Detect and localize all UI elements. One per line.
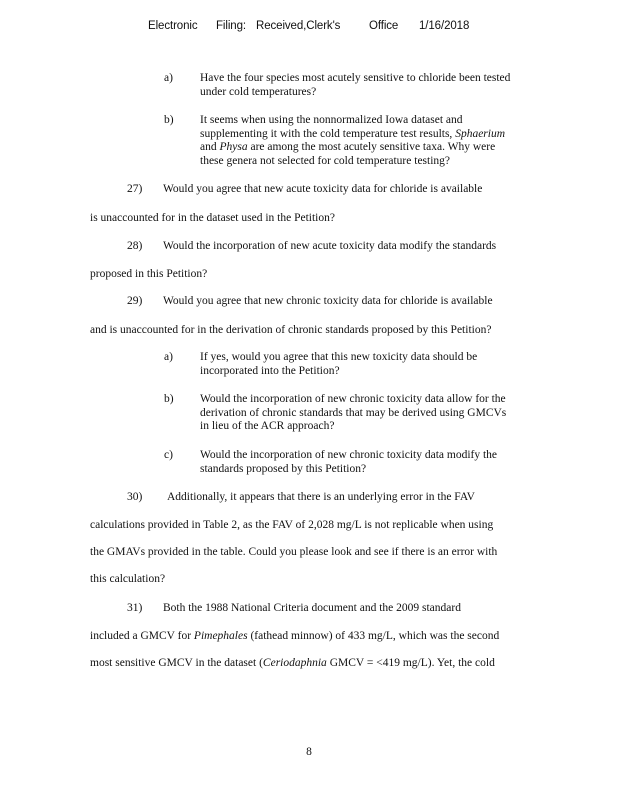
text-line xyxy=(200,128,580,142)
item-label: b) xyxy=(164,393,174,405)
item-label: b) xyxy=(164,114,174,126)
filing-header xyxy=(148,20,469,32)
text-line: Would you agree that new chronic toxicity data for chloride is available xyxy=(163,295,493,307)
text-line: If yes, would you agree that this new toxicity data should be xyxy=(200,351,478,363)
text-line: Both the 1988 National Criteria document and the 2009 standard xyxy=(163,602,461,614)
question-number: 27) xyxy=(127,183,143,195)
text-line xyxy=(200,141,580,155)
text-line: Have the four species most acutely sensitive to chloride been tested xyxy=(200,72,511,84)
text-line xyxy=(90,630,499,644)
text-line: calculations provided in Table 2, as the FAV of 2,028 mg/L is not replicable when using xyxy=(90,519,494,531)
text-line: under cold temperatures? xyxy=(200,85,317,98)
item-label: a) xyxy=(164,72,173,84)
header-received: Received,Clerk's xyxy=(256,20,341,32)
question-number: 28) xyxy=(127,240,143,252)
header-date: 1/16/2018 xyxy=(419,20,470,32)
genus-name: Physa xyxy=(219,141,248,153)
page-number: 8 xyxy=(306,746,312,758)
text-line: Would the incorporation of new acute toxicity data modify the standards xyxy=(163,240,497,252)
item-text xyxy=(200,351,580,378)
text-line: standards proposed by this Petition? xyxy=(200,462,367,475)
text-run: and xyxy=(200,141,220,153)
header-office: Office xyxy=(369,20,399,32)
header-filing: Filing: xyxy=(216,20,246,32)
genus-name: Pimephales xyxy=(193,630,248,642)
text-line: Would you agree that new acute toxicity data for chloride is available xyxy=(163,183,483,195)
text-line: in lieu of the ACR approach? xyxy=(200,420,335,432)
text-line: Additionally, it appears that there is an underlying error in the FAV xyxy=(167,491,475,503)
item-text xyxy=(200,114,580,168)
text-run: GMCV = <419 mg/L). Yet, the cold xyxy=(326,657,495,669)
text-line: It seems when using the nonnormalized Iowa dataset and xyxy=(200,114,463,126)
text-line: derivation of chronic standards that may be derived using GMCVs xyxy=(200,406,507,419)
text-line: the GMAVs provided in the table. Could you please look and see if there is an error with xyxy=(90,546,498,558)
item-text xyxy=(200,393,580,434)
text-line xyxy=(90,657,495,671)
genus-name: Sphaerium xyxy=(455,127,506,140)
question-number: 31) xyxy=(127,602,143,614)
text-line: Would the incorporation of new chronic toxicity data allow for the xyxy=(200,393,506,405)
text-line: this calculation? xyxy=(90,573,166,585)
item-text xyxy=(200,72,580,99)
text-line: is unaccounted for in the dataset used in the Petition? xyxy=(90,212,335,224)
text-run: most sensitive GMCV in the dataset ( xyxy=(90,657,263,669)
text-line: Would the incorporation of new chronic toxicity data modify the xyxy=(200,449,498,461)
text-line: incorporated into the Petition? xyxy=(200,364,340,377)
header-electronic: Electronic xyxy=(148,20,198,32)
question-number: 30) xyxy=(127,491,143,503)
genus-name: Ceriodaphnia xyxy=(262,657,327,669)
text-run: are among the most acutely sensitive taxa. Why were xyxy=(247,141,496,153)
text-line: proposed in this Petition? xyxy=(90,268,208,280)
question-number: 29) xyxy=(127,295,143,307)
item-label: c) xyxy=(164,449,173,461)
text-line: these genera not selected for cold temperature testing? xyxy=(200,154,451,167)
item-label: a) xyxy=(164,351,173,363)
item-text xyxy=(200,449,580,476)
text-run: included a GMCV for xyxy=(90,630,194,642)
text-line: and is unaccounted for in the derivation of chronic standards proposed by this Petition? xyxy=(90,324,492,336)
text-run: (fathead minnow) of 433 mg/L, which was the second xyxy=(247,630,500,642)
text-run: supplementing it with the cold temperature test results, xyxy=(200,127,456,140)
